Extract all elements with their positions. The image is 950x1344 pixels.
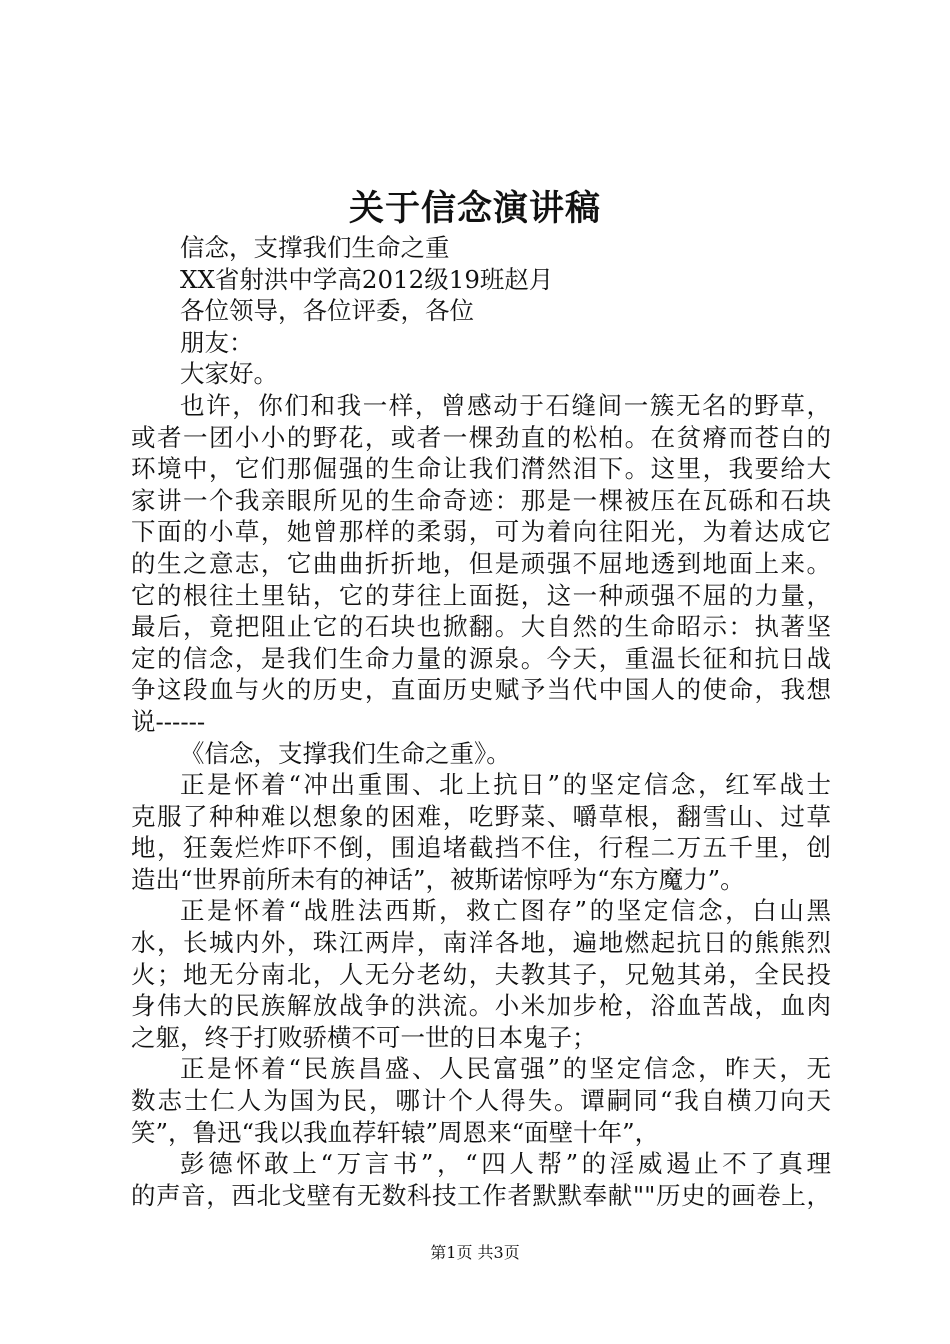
body-line: 说------: [131, 706, 206, 736]
document-body: [131, 232, 831, 1211]
body-line: 彭德怀敢上“万言书”，“四人帮”的淫威遏止不了真理: [180, 1149, 831, 1179]
body-line: 下面的小草，她曾那样的柔弱，可为着向往阳光，为着达成它: [131, 517, 831, 547]
body-line: 大家好。: [180, 359, 278, 389]
body-line: 的声音，西北戈壁有无数科技工作者默默奉献""历史的画卷上，: [131, 1180, 831, 1210]
page-footer: 第1页 共3页: [430, 1243, 520, 1262]
body-line: 各位领导，各位评委，各位: [180, 296, 474, 326]
body-line: 朋友：: [180, 327, 254, 357]
body-line: 造出“世界前所未有的神话”，被斯诺惊呼为“东方魔力”。: [131, 864, 745, 894]
body-line: 定的信念，是我们生命力量的源泉。今天，重温长征和抗日战: [131, 643, 831, 673]
body-line: 正是怀着“冲出重围、北上抗日”的坚定信念，红军战士: [180, 770, 831, 800]
body-line: 身伟大的民族解放战争的洪流。小米加步枪，浴血苦战，血肉: [131, 991, 831, 1021]
body-line: 克服了种种难以想象的困难，吃野菜、嚼草根，翻雪山、过草: [131, 801, 831, 831]
body-line: 笑”，鲁迅“我以我血荐轩辕”周恩来“面壁十年”，: [131, 1117, 660, 1147]
body-line: 数志士仁人为国为民，哪计个人得失。谭嗣同“我自横刀向天: [131, 1086, 831, 1116]
body-line: 地，狂轰烂炸吓不倒，围追堵截挡不住，行程二万五千里，创: [131, 833, 831, 863]
body-line: 最后，竟把阻止它的石块也掀翻。大自然的生命昭示：执著坚: [131, 612, 831, 642]
body-line: 家讲一个我亲眼所见的生命奇迹：那是一棵被压在瓦砾和石块: [131, 485, 831, 515]
body-line: 水，长城内外，珠江两岸，南洋各地，遍地燃起抗日的熊熊烈: [131, 928, 831, 958]
body-line: 争这段血与火的历史，直面历史赋予当代中国人的使命，我想: [131, 675, 831, 705]
body-line: 火；地无分南北，人无分老幼，夫教其子，兄勉其弟，全民投: [131, 959, 831, 989]
body-line: 之躯，终于打败骄横不可一世的日本鬼子；: [131, 1022, 597, 1052]
body-line: 正是怀着“民族昌盛、人民富强”的坚定信念，昨天，无: [180, 1054, 831, 1084]
body-line: 也许，你们和我一样，曾感动于石缝间一簇无名的野草，: [180, 390, 831, 420]
body-line: 的生之意志，它曲曲折折地，但是顽强不屈地透到地面上来。: [131, 548, 831, 578]
body-line: 或者一团小小的野花，或者一棵劲直的松柏。在贫瘠而苍白的: [131, 422, 831, 452]
body-line: 环境中，它们那倔强的生命让我们潸然泪下。这里，我要给大: [131, 454, 831, 484]
document-title: 关于信念演讲稿: [348, 188, 601, 229]
body-line: 它的根往土里钻，它的芽往上面挺，这一种顽强不屈的力量，: [131, 580, 831, 610]
body-line: XX省射洪中学高2012级19班赵月: [180, 264, 554, 294]
body-line: 《信念，支撑我们生命之重》。: [180, 738, 511, 768]
body-line: 信念，支撑我们生命之重: [180, 233, 450, 262]
body-line: 正是怀着“战胜法西斯，救亡图存”的坚定信念，白山黑: [180, 896, 831, 926]
